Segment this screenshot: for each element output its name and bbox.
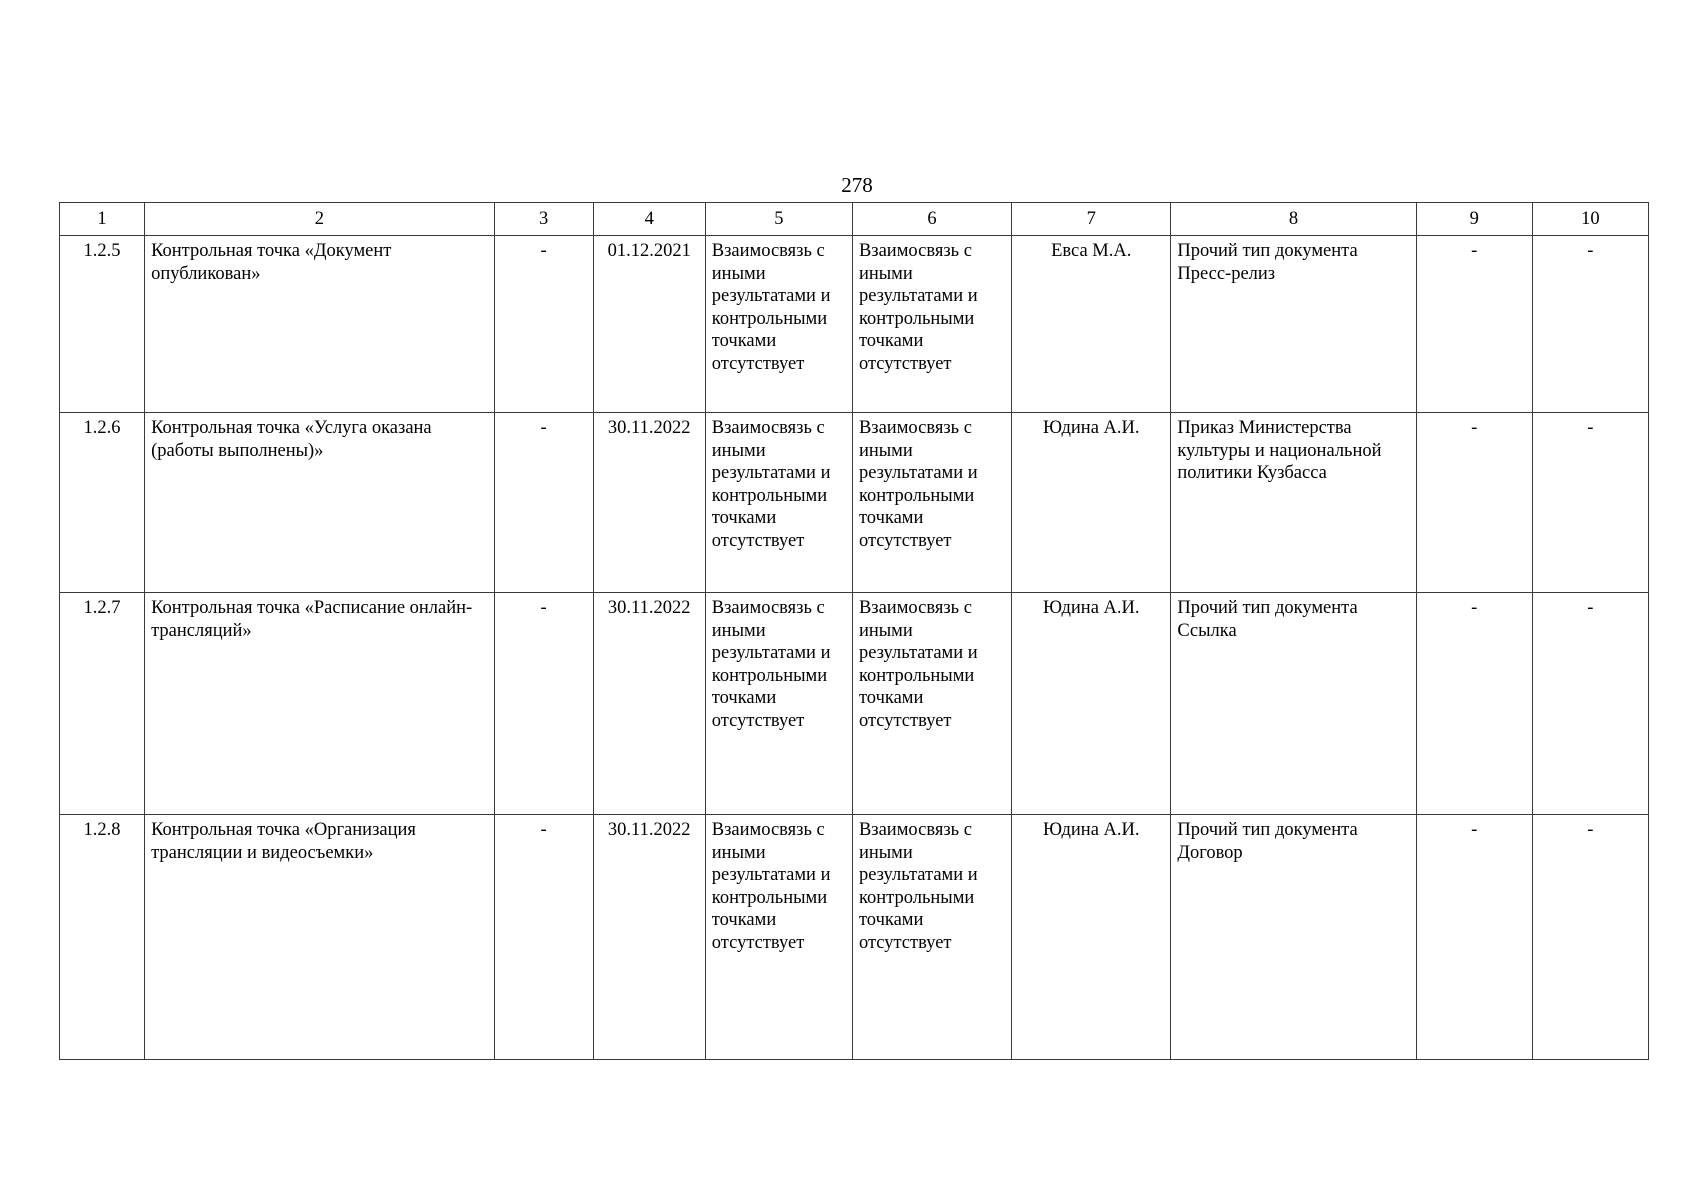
responsible-person: Юдина А.И. bbox=[1012, 815, 1171, 1060]
header-cell-1: 1 bbox=[60, 203, 145, 236]
header-cell-8: 8 bbox=[1171, 203, 1416, 236]
control-point-name: Контрольная точка «Документ опубликован» bbox=[145, 236, 494, 413]
due-date: 30.11.2022 bbox=[593, 815, 705, 1060]
header-cell-3: 3 bbox=[494, 203, 593, 236]
relation-predecessors: Взаимосвязь с иными результатами и контрольными точками отсутствует bbox=[705, 236, 852, 413]
due-date: 30.11.2022 bbox=[593, 413, 705, 593]
header-cell-10: 10 bbox=[1532, 203, 1648, 236]
table-header bbox=[60, 203, 1649, 236]
responsible-person: Юдина А.И. bbox=[1012, 593, 1171, 815]
relation-successors: Взаимосвязь с иными результатами и контрольными точками отсутствует bbox=[852, 815, 1011, 1060]
table-row bbox=[60, 236, 1649, 413]
col9-value: - bbox=[1416, 236, 1532, 413]
relation-predecessors: Взаимосвязь с иными результатами и контрольными точками отсутствует bbox=[705, 593, 852, 815]
responsible-person: Евса М.А. bbox=[1012, 236, 1171, 413]
col3-value: - bbox=[494, 413, 593, 593]
control-point-name: Контрольная точка «Организация трансляции и видеосъемки» bbox=[145, 815, 494, 1060]
document-type: Прочий тип документа Договор bbox=[1171, 815, 1416, 1060]
page-number: 278 bbox=[841, 173, 873, 197]
header-cell-6: 6 bbox=[852, 203, 1011, 236]
relation-successors: Взаимосвязь с иными результатами и контрольными точками отсутствует bbox=[852, 236, 1011, 413]
relation-successors: Взаимосвязь с иными результатами и контрольными точками отсутствует bbox=[852, 413, 1011, 593]
document-type: Прочий тип документа Пресс-релиз bbox=[1171, 236, 1416, 413]
responsible-person: Юдина А.И. bbox=[1012, 413, 1171, 593]
header-cell-2: 2 bbox=[145, 203, 494, 236]
due-date: 01.12.2021 bbox=[593, 236, 705, 413]
table-row bbox=[60, 815, 1649, 1060]
due-date: 30.11.2022 bbox=[593, 593, 705, 815]
col10-value: - bbox=[1532, 413, 1648, 593]
document-type: Приказ Министерства культуры и национальной политики Кузбасса bbox=[1171, 413, 1416, 593]
table-row bbox=[60, 413, 1649, 593]
col9-value: - bbox=[1416, 593, 1532, 815]
header-cell-7: 7 bbox=[1012, 203, 1171, 236]
col10-value: - bbox=[1532, 236, 1648, 413]
header-row bbox=[60, 203, 1649, 236]
control-point-name: Контрольная точка «Расписание онлайн-трансляций» bbox=[145, 593, 494, 815]
header-cell-9: 9 bbox=[1416, 203, 1532, 236]
row-number: 1.2.5 bbox=[60, 236, 145, 413]
col9-value: - bbox=[1416, 413, 1532, 593]
table-body bbox=[60, 236, 1649, 1060]
header-cell-5: 5 bbox=[705, 203, 852, 236]
table-row bbox=[60, 593, 1649, 815]
row-number: 1.2.7 bbox=[60, 593, 145, 815]
col3-value: - bbox=[494, 236, 593, 413]
col9-value: - bbox=[1416, 815, 1532, 1060]
relation-predecessors: Взаимосвязь с иными результатами и контрольными точками отсутствует bbox=[705, 815, 852, 1060]
relation-predecessors: Взаимосвязь с иными результатами и контрольными точками отсутствует bbox=[705, 413, 852, 593]
col3-value: - bbox=[494, 815, 593, 1060]
document-type: Прочий тип документа Ссылка bbox=[1171, 593, 1416, 815]
header-cell-4: 4 bbox=[593, 203, 705, 236]
col3-value: - bbox=[494, 593, 593, 815]
control-point-name: Контрольная точка «Услуга оказана (работы выполнены)» bbox=[145, 413, 494, 593]
relation-successors: Взаимосвязь с иными результатами и контрольными точками отсутствует bbox=[852, 593, 1011, 815]
row-number: 1.2.6 bbox=[60, 413, 145, 593]
col10-value: - bbox=[1532, 593, 1648, 815]
col10-value: - bbox=[1532, 815, 1648, 1060]
control-points-table bbox=[59, 202, 1649, 1060]
row-number: 1.2.8 bbox=[60, 815, 145, 1060]
